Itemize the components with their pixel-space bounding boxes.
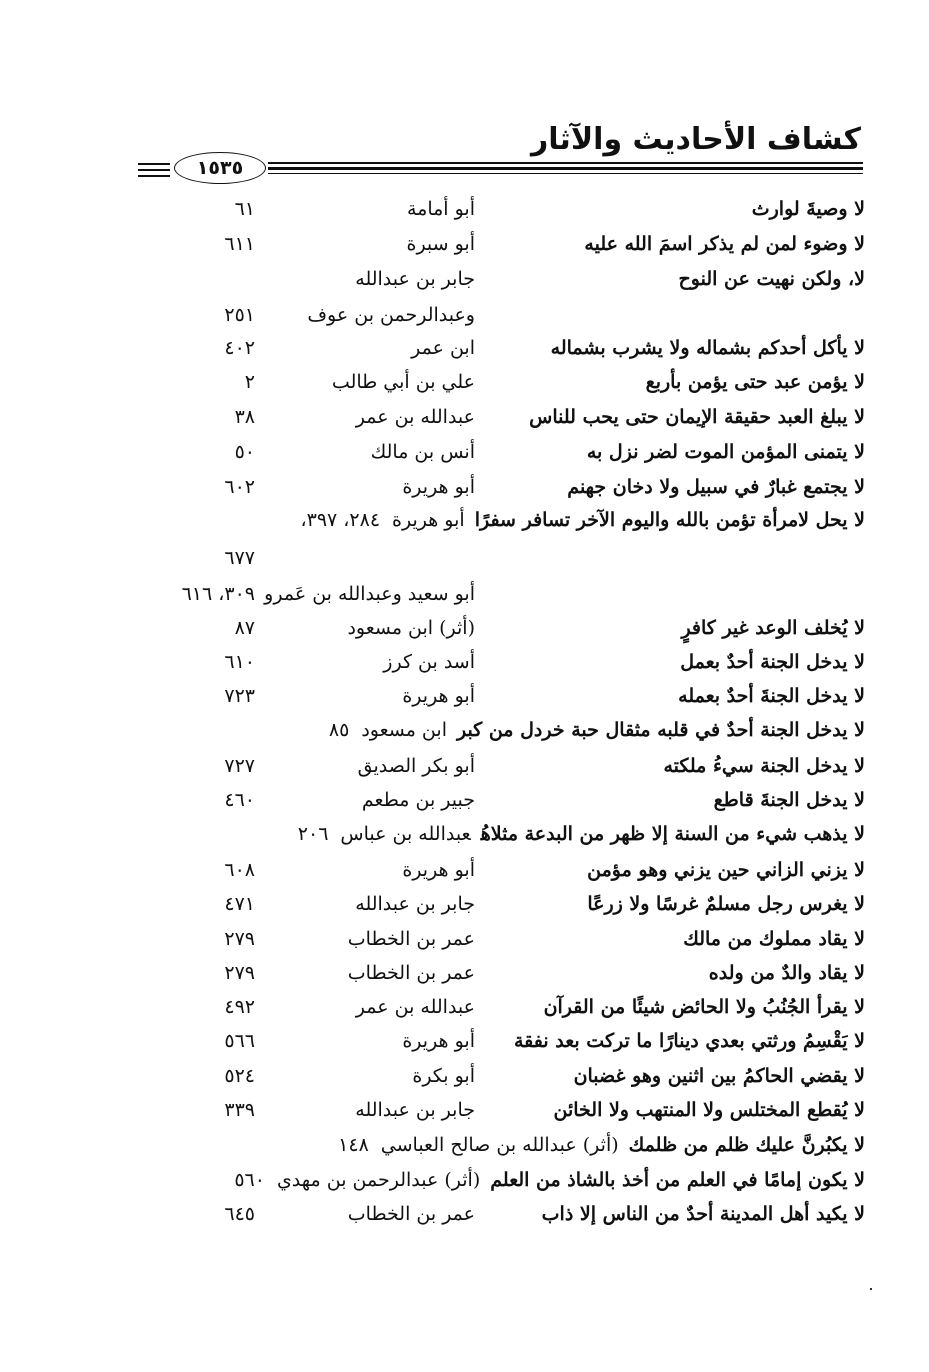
hadith-text: لا يقاد مملوك من مالك bbox=[683, 928, 865, 950]
hadith-text: لا يدخل الجنةَ قاطع bbox=[713, 789, 865, 811]
index-entry-row bbox=[140, 962, 865, 996]
hadith-text: لا وصيةَ لوارث bbox=[751, 198, 865, 220]
narrator-name: عمر بن الخطاب bbox=[347, 928, 475, 950]
page-reference: ٣٨ bbox=[234, 406, 255, 428]
index-entry-row bbox=[140, 268, 865, 302]
narrator-name: عبدالله بن عباس bbox=[340, 823, 471, 845]
index-entry-row bbox=[140, 996, 865, 1030]
narrator-name: وعبدالرحمن بن عوف bbox=[307, 304, 475, 326]
page-reference: ٦١ bbox=[234, 198, 255, 220]
narrator-name: عبدالله بن عمر bbox=[355, 406, 475, 428]
narrator-name: أبو هريرة bbox=[402, 476, 475, 498]
page-reference: ٢٧٩ bbox=[224, 962, 255, 984]
page-reference: ٣٣٩ bbox=[224, 1099, 255, 1121]
narrator-name: ابن مسعود bbox=[361, 719, 447, 741]
ink-speck bbox=[870, 1288, 872, 1290]
index-entry-row bbox=[140, 441, 865, 475]
narrator-name: علي بن أبي طالب bbox=[331, 371, 475, 393]
page-reference: ٥٠ bbox=[234, 441, 255, 463]
header-rule bbox=[268, 173, 863, 174]
page-reference: ٦٠٨ bbox=[224, 859, 255, 881]
page-reference: ٨٥ bbox=[328, 719, 350, 741]
narrator-name: أبو هريرة bbox=[392, 509, 465, 531]
hadith-text: لا يقاد والدٌ من ولده bbox=[708, 962, 865, 984]
index-entry-row bbox=[140, 406, 865, 440]
narrator-name: أبو أمامة bbox=[406, 198, 475, 220]
hadith-text: لا يُخلف الوعد غير كافرٍ bbox=[681, 617, 865, 639]
hadith-text: لا يكبُرنَّ عليك ظلم من ظلمك bbox=[628, 1134, 865, 1156]
narrator-name: (أثر) عبدالرحمن بن مهدي bbox=[276, 1169, 481, 1191]
page-reference: ١٤٨ bbox=[338, 1134, 369, 1156]
page-reference: ٦٧٧ bbox=[224, 547, 255, 569]
narrator-name: أبو بكرة bbox=[412, 1065, 475, 1087]
page-reference: ٢٥١ bbox=[224, 304, 255, 326]
page-reference: ٥٦٦ bbox=[224, 1030, 255, 1052]
hadith-text: لا يُقطع المختلس ولا المنتهب ولا الخائن bbox=[553, 1099, 865, 1121]
page-header-title: كشاف الأحاديث والآثار bbox=[531, 122, 861, 157]
narrator-name: أبو هريرة bbox=[402, 859, 475, 881]
page-reference: ٤٩٢ bbox=[224, 996, 255, 1018]
narrator-name: (أثر) عبدالله بن صالح العباسي bbox=[380, 1134, 619, 1156]
index-entry-row bbox=[140, 617, 865, 651]
page-reference: ٤٠٢ bbox=[224, 337, 255, 359]
hadith-text: لا يغرس رجل مسلمٌ غرسًا ولا زرعًا bbox=[587, 893, 865, 915]
index-entry-row bbox=[140, 1169, 865, 1203]
header-dash bbox=[138, 175, 170, 177]
narrator-name: جابر بن عبدالله bbox=[355, 268, 475, 290]
index-entry-row bbox=[140, 476, 865, 510]
hadith-text: لا يزني الزاني حين يزني وهو مؤمن bbox=[587, 859, 865, 881]
narrator-name: أبو هريرة bbox=[402, 685, 475, 707]
index-entry-row bbox=[140, 789, 865, 823]
index-entry-row bbox=[140, 651, 865, 685]
index-entry-row bbox=[140, 583, 865, 617]
index-entry-row bbox=[140, 198, 865, 232]
index-entry-row bbox=[140, 233, 865, 267]
hadith-text: لا يدخل الجنة أحدٌ في قلبه مثقال حبة خردل من كبر bbox=[456, 719, 865, 741]
page-reference: ٧٢٣ bbox=[224, 685, 255, 707]
page-reference: ٦٤٥ bbox=[224, 1203, 255, 1225]
page-reference: ٦٠٢ bbox=[224, 476, 255, 498]
page-reference: ٥٢٤ bbox=[224, 1065, 255, 1087]
page-reference: ٢٠٦ bbox=[297, 823, 329, 845]
hadith-text: لا يتمنى المؤمن الموت لضر نزل به bbox=[586, 441, 865, 463]
page-reference: ٨٧ bbox=[234, 617, 255, 639]
header-rule bbox=[268, 167, 863, 170]
hadith-text: لا يقضي الحاكمُ بين اثنين وهو غضبان bbox=[573, 1065, 865, 1087]
hadith-text: لا يجتمع غبارٌ في سبيل ولا دخان جهنم bbox=[567, 476, 865, 498]
index-entry-row bbox=[140, 755, 865, 789]
index-entry-row bbox=[140, 1134, 865, 1168]
index-entry-row bbox=[140, 1203, 865, 1237]
narrator-name: عبدالله بن عمر bbox=[355, 996, 475, 1018]
index-entry-row bbox=[140, 371, 865, 405]
index-entry-row bbox=[140, 304, 865, 338]
hadith-text: لا يدخل الجنةَ أحدٌ بعمله bbox=[678, 685, 865, 707]
narrator-name: جابر بن عبدالله bbox=[355, 1099, 475, 1121]
page-number-badge: ١٥٣٥ bbox=[174, 152, 266, 184]
page-reference: ٣٠٩، ٦١٦ bbox=[181, 583, 255, 605]
index-entry-row bbox=[140, 509, 865, 543]
page-reference: ٧٢٧ bbox=[224, 755, 255, 777]
hadith-text: لا يأكل أحدكم بشماله ولا يشرب بشماله bbox=[550, 337, 865, 359]
narrator-name: أنس بن مالك bbox=[370, 441, 475, 463]
index-entry-row bbox=[140, 928, 865, 962]
hadith-text: لا يحل لامرأة تؤمن بالله واليوم الآخر تسافر سفرًا bbox=[474, 509, 865, 531]
hadith-text: لا يبلغ العبد حقيقة الإيمان حتى يحب للناس bbox=[529, 406, 865, 428]
narrator-name: جبير بن مطعم bbox=[361, 789, 475, 811]
index-entry-row bbox=[140, 685, 865, 719]
hadith-text: لا يدخل الجنة سيءُ ملكته bbox=[663, 755, 865, 777]
index-entry-row bbox=[140, 1065, 865, 1099]
index-entry-row bbox=[140, 859, 865, 893]
narrator-name: أسد بن كرز bbox=[383, 651, 475, 673]
index-entry-row bbox=[140, 1030, 865, 1064]
index-entry-row bbox=[140, 823, 865, 857]
hadith-text: لا يكيد أهل المدينة أحدٌ من الناس إلا ذاب bbox=[541, 1203, 865, 1225]
page-reference: ٢٧٩ bbox=[224, 928, 255, 950]
narrator-name: أبو سعيد وعبدالله بن عَمرو bbox=[264, 583, 475, 605]
hadith-text: لا يكون إمامًا في العلم من أخذ بالشاذ من العلم bbox=[490, 1169, 865, 1191]
narrator-name: جابر بن عبدالله bbox=[355, 893, 475, 915]
hadith-text: لا يَقْسِمُ ورثتي بعدي دينارًا ما تركت بعد نفقة bbox=[513, 1030, 865, 1052]
hadith-text: لا وضوء لمن لم يذكر اسمَ الله عليه bbox=[584, 233, 865, 255]
hadith-text: لا، ولكن نهيت عن النوح bbox=[678, 268, 865, 290]
hadith-text: لا يقرأ الجُنُبُ ولا الحائض شيئًا من القرآن bbox=[543, 996, 865, 1018]
page-reference: ٢٨٤، ٣٩٧، bbox=[300, 509, 381, 531]
page-reference: ٦١١ bbox=[224, 233, 255, 255]
page-reference: ٤٧١ bbox=[224, 893, 255, 915]
narrator-name: عمر بن الخطاب bbox=[347, 1203, 475, 1225]
index-entry-row bbox=[140, 1099, 865, 1133]
hadith-text: لا يدخل الجنة أحدٌ بعمل bbox=[680, 651, 865, 673]
narrator-name: أبو هريرة bbox=[402, 1030, 475, 1052]
page-reference: ٢ bbox=[244, 371, 255, 393]
header-dash bbox=[138, 169, 170, 171]
header-dash bbox=[138, 163, 170, 165]
narrator-name: أبو سبرة bbox=[406, 233, 475, 255]
index-entry-row bbox=[140, 337, 865, 371]
page-reference: ٦١٠ bbox=[224, 651, 255, 673]
narrator-name: (أثر) ابن مسعود bbox=[347, 617, 475, 639]
index-entry-row bbox=[140, 893, 865, 927]
narrator-name: عمر بن الخطاب bbox=[347, 962, 475, 984]
page-reference: ٥٦٠ bbox=[234, 1169, 265, 1191]
header-rule bbox=[268, 162, 863, 164]
index-entry-row bbox=[140, 547, 865, 581]
narrator-name: أبو بكر الصديق bbox=[357, 755, 475, 777]
page-reference: ٤٦٠ bbox=[224, 789, 255, 811]
index-entry-row bbox=[140, 719, 865, 753]
narrator-name: ابن عمر bbox=[411, 337, 475, 359]
hadith-text: لا يؤمن عبد حتى يؤمن بأربع bbox=[645, 371, 865, 393]
hadith-text: لا يذهب شيء من السنة إلا ظهر من البدعة مثلاهُ bbox=[480, 823, 865, 845]
